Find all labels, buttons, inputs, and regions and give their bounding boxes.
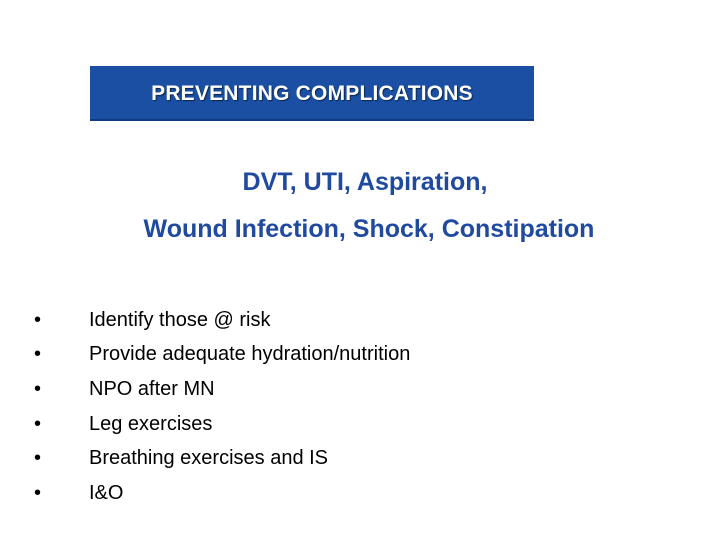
bullet-icon: • (34, 412, 42, 435)
bullet-icon: • (34, 377, 42, 400)
list-item (34, 441, 410, 476)
bullet-icon: • (34, 481, 42, 504)
bullet-icon: • (34, 308, 42, 331)
bullet-text: NPO after MN (89, 377, 215, 400)
bullet-text: Breathing exercises and IS (89, 447, 329, 470)
bullet-text: Identify those @ risk (89, 308, 271, 331)
bullet-icon: • (34, 343, 42, 366)
bullet-text: I&O (89, 481, 124, 504)
list-item (34, 407, 410, 442)
subtitle-line-1: DVT, UTI, Aspiration, (242, 168, 488, 196)
title-banner (90, 66, 534, 121)
list-item (34, 303, 410, 338)
list-item (34, 372, 410, 407)
bullet-icon: • (34, 447, 42, 470)
bullet-list (34, 303, 410, 511)
subtitle-line-2: Wound Infection, Shock, Constipation (143, 215, 595, 243)
bullet-text: Leg exercises (89, 412, 213, 435)
bullet-text: Provide adequate hydration/nutrition (89, 343, 411, 366)
slide-title: PREVENTING COMPLICATIONS (151, 81, 473, 105)
list-item (34, 338, 410, 373)
list-item (34, 476, 410, 511)
